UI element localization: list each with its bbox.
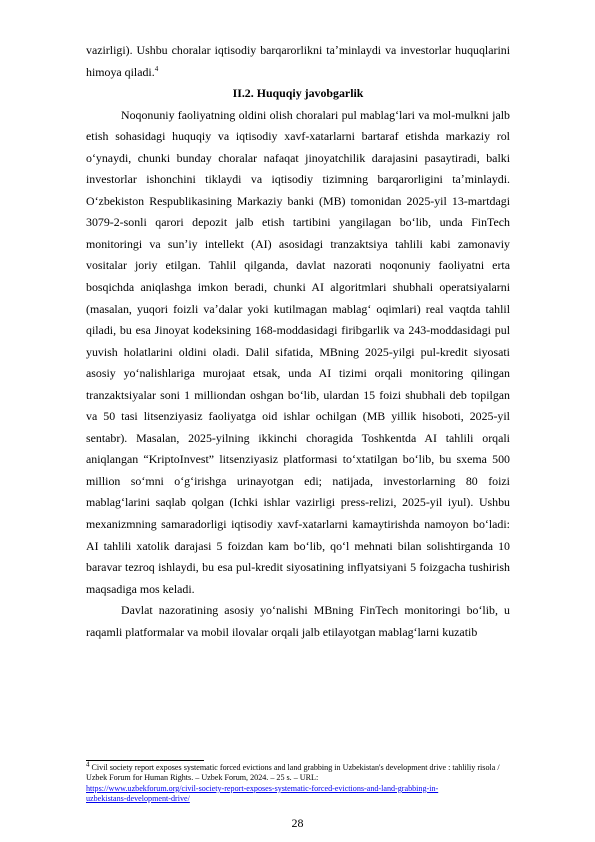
footnote-text: Civil society report exposes systematic forced evictions and land grabbing in Uzbekistan's development drive : tahliliy risola / Uzbek Forum for Human Rights. – Uzbek Forum, 2024. – 25 s. – URL: — [86, 763, 500, 783]
paragraph-continuation — [86, 40, 510, 83]
paragraph-2: Davlat nazoratining asosiy yoʻnalishi MBning FinTech monitoringi boʻlib, u raqamli platformalar va mobil ilovalar orqali jalb etilayotgan mablagʻlarni kuzatib — [86, 603, 510, 639]
footnote-link-line-1[interactable]: https://www.uzbekforum.org/civil-society-report-exposes-systematic-forced-evictions-and-land-grabbing-in- — [86, 783, 439, 793]
footnote-entry — [86, 760, 510, 805]
document-body — [86, 40, 510, 643]
paragraph-continuation-text: vazirligi). Ushbu choralar iqtisodiy barqarorlikni taʼminlaydi va investorlar huquqlarini himoya qiladi. — [86, 43, 510, 79]
footnote-reference[interactable]: 4 — [154, 64, 159, 73]
footnote-link-line-2[interactable]: uzbekistans-development-drive/ — [86, 794, 190, 804]
page-number: 28 — [291, 816, 304, 830]
section-title: II.2. Huquqiy javobgarlik — [232, 86, 364, 101]
paragraph-1: Noqonuniy faoliyatning oldini olish choralari pul mablagʻlari va mol-mulkni jalb etish sohasidagi huquqiy va iqtisodiy xavf-xatarlarni bartaraf etishda markaziy rol oʻynaydi, chunki bunday choralar nafaqat jinoyatchilik darajasini pasaytiradi, balki investorlar ishonchini tiklaydi va iqtisodiy tizimning barqarorligini taʼminlaydi. Oʻzbekiston Respublikasining Markaziy banki (MB) tomonidan 2025-yil 13-martdagi 3079-2-sonli qarori depozit jalb etish tartibini yangilagan boʻlib, unda FinTech monitoringi va sunʼiy intellekt (AI) asosidagi tranzaktsiya tahlili kabi zamonaviy vositalar joriy etilgan. Tahlil qilganda, davlat nazorati noqonuniy faoliyatni erta bosqichda aniqlashga imkon beradi, chunki AI algoritmlari shubhali operatsiyalarni (masalan, yuqori foizli vaʼdalar yoki kutilmagan mablagʻ oqimlari) real vaqtda tahlil qiladi, bu esa Jinoyat kodeksining 168-moddasidagi firibgarlik va 243-moddasidagi pul yuvish holatlarini oldini oladi. Dalil sifatida, MBning 2025-yilgi pul-kredit siyosati asosiy yoʻnalishlariga murojaat etsak, unda AI tizimi orqali monitoring qilingan tranzaktsiyalar soni 1 milliondan oshgan boʻlib, ulardan 15 foizi shubhali deb topilgan va 50 tasi litsenziyasiz faoliyatga oid ishlar ochilgan (MB yillik hisoboti, 2025-yil sentabr). Masalan, 2025-yilning ikkinchi choragida Toshkentda AI tahlili orqali aniqlangan “KriptoInvest” litsenziyasiz platformasi toʻxtatilgan boʻlib, bu sxema 500 million soʻmni oʻgʻirishga urinayotgan edi; natijada, investorlarning 80 foizi mablagʻlarini saqlab qolgan (Ichki ishlar vazirligi press-relizi, 2025-yil iyul). Ushbu mexanizmning samaradorligi iqtisodiy xavf-xatarlarni kamaytirishda namoyon boʻladi: AI tahlili xatolik darajasi 5 foizdan kam boʻlib, qoʻl mehnati bilan solishtirganda 10 baravar tezroq ishlaydi, bu esa pul-kredit siyosatining inflyatsiyani 5 foizgacha tushirish maqsadiga mos keladi. — [86, 107, 510, 596]
footnote-link[interactable] — [86, 784, 438, 803]
footnote-area — [86, 760, 510, 805]
footnote-number: 4 — [86, 760, 90, 769]
footnote-divider — [86, 760, 204, 761]
